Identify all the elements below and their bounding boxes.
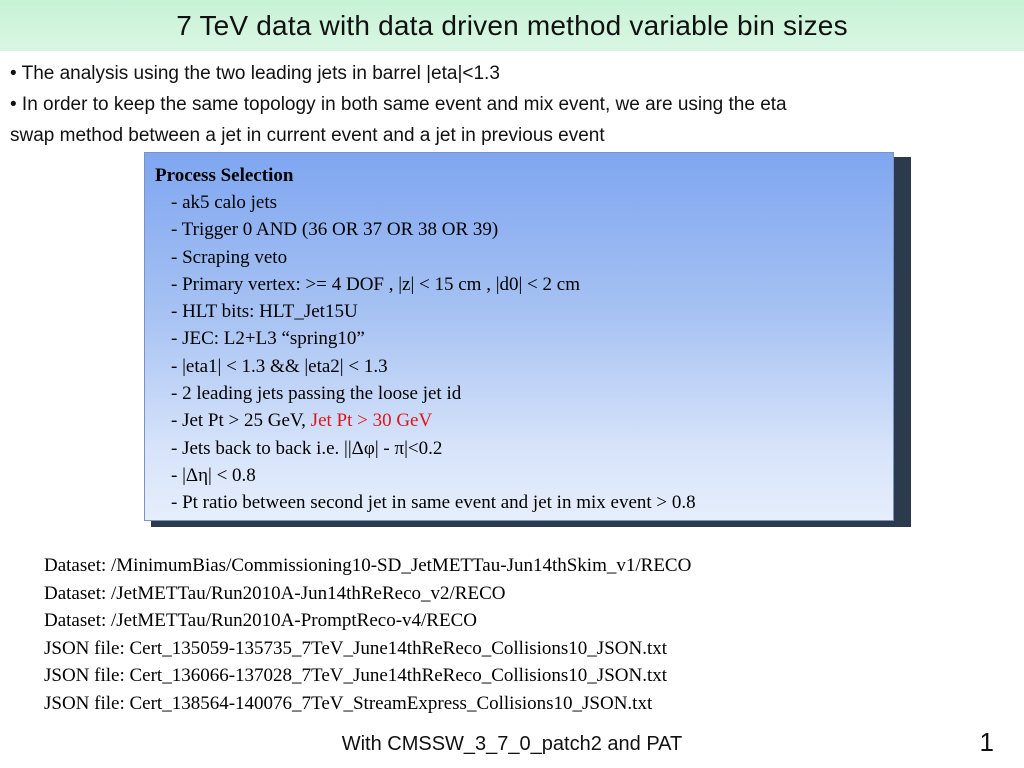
selection-item: - JEC: L2+L3 “spring10” [171, 328, 365, 350]
footer-note: With CMSSW_3_7_0_patch2 and PAT [341, 733, 683, 755]
selection-item: - Pt ratio between second jet in same event and jet in mix event > 0.8 [171, 492, 696, 514]
selection-item: - Trigger 0 AND (36 OR 37 OR 38 OR 39) [171, 219, 499, 241]
bullet-item [10, 89, 1010, 120]
bullet-list [10, 58, 1010, 151]
slide-title: 7 TeV data with data driven method variable bin sizes [176, 10, 848, 41]
bullet-text: swap method between a jet in current event and a jet in previous event [10, 125, 605, 146]
highlighted-cut: Jet Pt > 30 GeV [310, 410, 433, 432]
json-file-line: JSON file: Cert_136066-137028_7TeV_June14thReReco_Collisions10_JSON.txt [44, 665, 668, 687]
json-file-line: JSON file: Cert_138564-140076_7TeV_StreamExpress_Collisions10_JSON.txt [44, 692, 653, 714]
bullet-marker: • [10, 63, 17, 84]
json-file-line: JSON file: Cert_135059-135735_7TeV_June14thReReco_Collisions10_JSON.txt [44, 637, 668, 659]
selection-item: - |Δη| < 0.8 [171, 464, 256, 486]
dataset-line: Dataset: /JetMETTau/Run2010A-PromptReco-v4/RECO [44, 610, 477, 632]
bullet-text: In order to keep the same topology in both same event and mix event, we are using the eta [16, 94, 787, 115]
bullet-item [10, 58, 1010, 89]
dataset-list [44, 552, 1004, 718]
selection-item [155, 407, 893, 434]
selection-item: - ak5 calo jets [171, 192, 278, 213]
process-selection-box [144, 152, 894, 521]
process-selection-heading: Process Selection [155, 165, 294, 186]
page-number: 1 [979, 727, 994, 757]
selection-item: - Primary vertex: >= 4 DOF , |z| < 15 cm , |d0| < 2 cm [171, 273, 580, 295]
selection-item-text: - Jet Pt > 25 GeV, [171, 410, 311, 432]
bullet-continuation [10, 120, 1010, 151]
bullet-marker: • [10, 94, 17, 115]
dataset-line: Dataset: /JetMETTau/Run2010A-Jun14thReReco_v2/RECO [44, 582, 506, 604]
bullet-text: The analysis using the two leading jets in barrel |eta|<1.3 [16, 63, 500, 84]
selection-item: - Scraping veto [171, 246, 288, 268]
selection-item: - Jets back to back i.e. ||Δφ| - π|<0.2 [171, 437, 443, 459]
dataset-line: Dataset: /MinimumBias/Commissioning10-SD_JetMETTau-Jun14thSkim_v1/RECO [44, 555, 692, 576]
selection-item: - HLT bits: HLT_Jet15U [171, 301, 358, 323]
selection-item: - 2 leading jets passing the loose jet id [171, 383, 462, 405]
title-bar [0, 0, 1024, 51]
selection-item: - |eta1| < 1.3 && |eta2| < 1.3 [171, 355, 388, 377]
